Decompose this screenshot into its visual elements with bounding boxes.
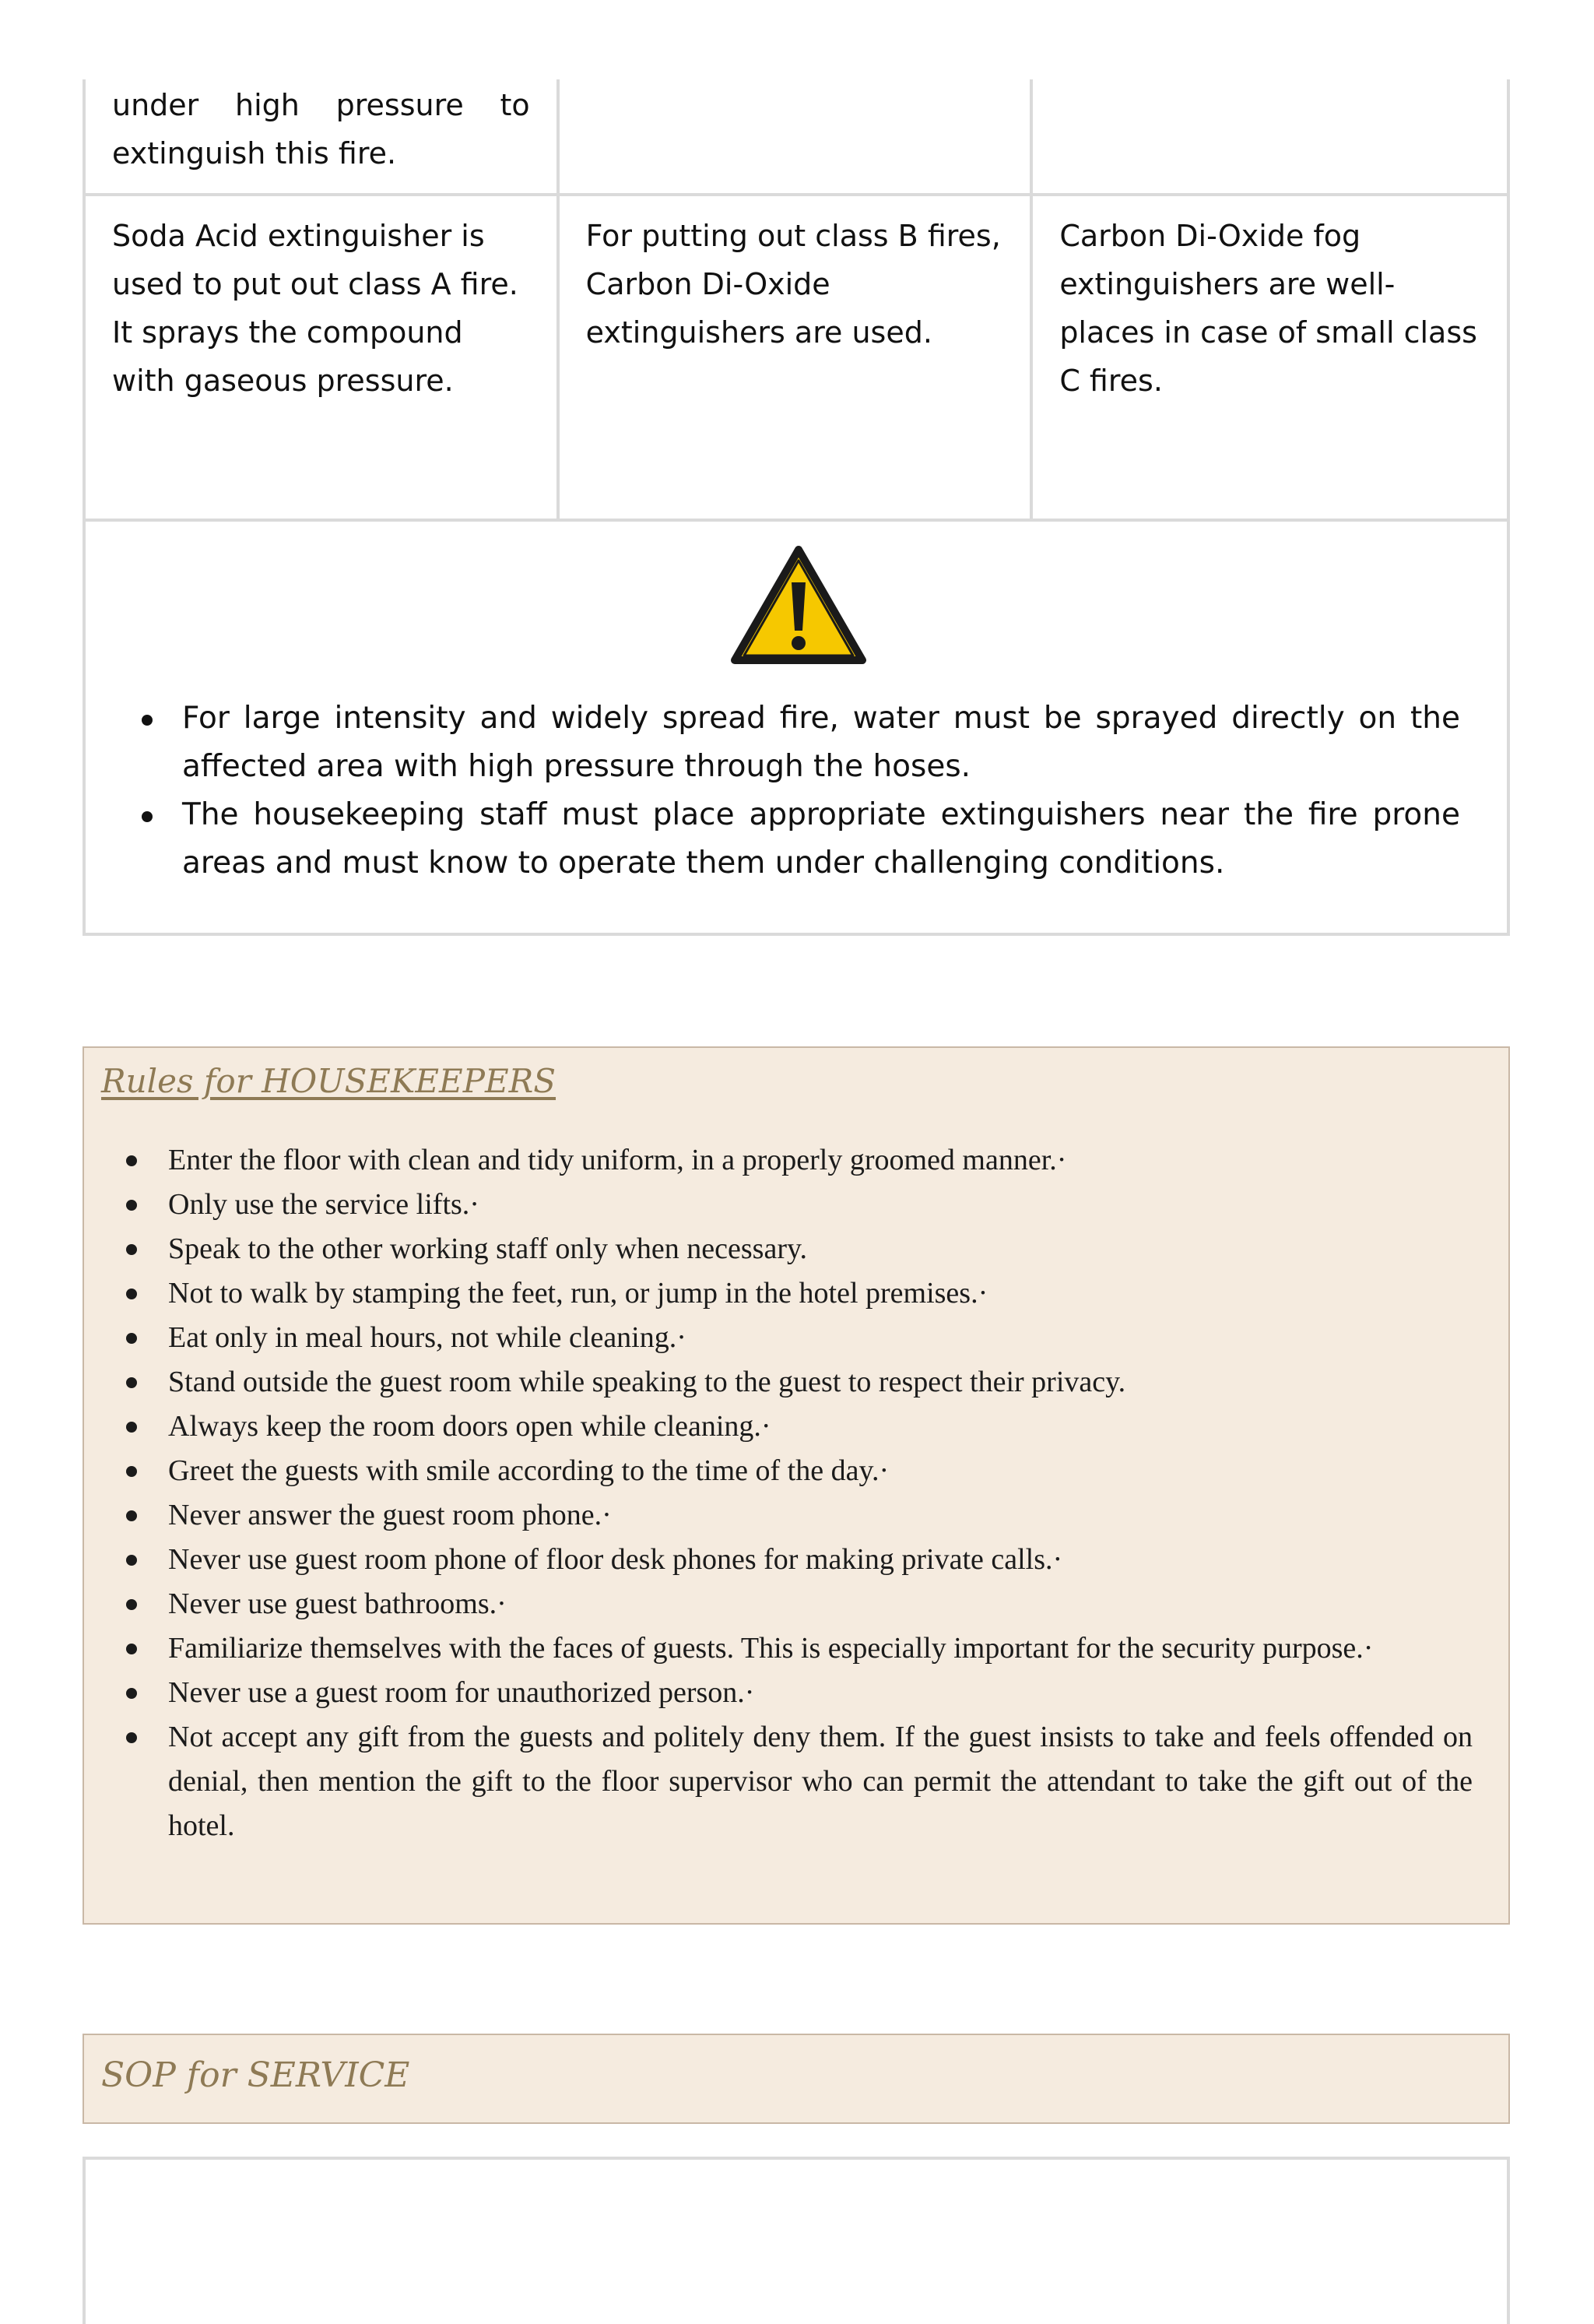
table-row [86, 196, 1507, 522]
list-item: Always keep the room doors open while cleaning.· [101, 1405, 1473, 1449]
warning-triangle-icon [729, 543, 869, 668]
list-item: Not to walk by stamping the feet, run, or jump in the hotel premises.· [101, 1271, 1473, 1316]
list-item: Never use guest room phone of floor desk phones for making private calls.· [101, 1538, 1473, 1582]
list-item: Familiarize themselves with the faces of guests. This is especially important for the security purpose.· [101, 1626, 1473, 1671]
list-item: Eat only in meal hours, not while cleaning.· [101, 1316, 1473, 1360]
rules-panel [83, 1046, 1510, 1925]
list-item: Speak to the other working staff only when necessary. [101, 1227, 1473, 1271]
list-item: Never use guest bathrooms.· [101, 1582, 1473, 1626]
rules-heading: Rules for HOUSEKEEPERS [101, 1062, 556, 1100]
list-item: Never answer the guest room phone.· [101, 1493, 1473, 1538]
list-item: Only use the service lifts.· [101, 1183, 1473, 1227]
table-cell: Soda Acid extinguisher is used to put out class A fire. It sprays the compound with gaseous pressure. [86, 196, 560, 519]
content-frame [83, 2157, 1510, 2324]
list-item: Stand outside the guest room while speaking to the guest to respect their privacy. [101, 1360, 1473, 1405]
sop-heading: SOP for SERVICE [101, 2055, 410, 2095]
list-item: For large intensity and widely spread fire, water must be sprayed directly on the affected area with high pressure through the hoses. [137, 694, 1460, 791]
extinguisher-table [83, 79, 1510, 522]
warning-list [137, 694, 1460, 888]
list-item: Not accept any gift from the guests and politely deny them. If the guest insists to take and feels offended on denial, then mention the gift to the floor supervisor who can permit the attendant to take the gift out of the hotel. [101, 1715, 1473, 1848]
table-cell: For putting out class B fires, Carbon Di-Oxide extinguishers are used. [560, 196, 1034, 519]
table-cell: Carbon Di-Oxide fog extinguishers are well-places in case of small class C fires. [1059, 219, 1477, 398]
table-row [86, 79, 1507, 196]
list-item: The housekeeping staff must place appropriate extinguishers near the fire prone areas and must know to operate them under challenging conditions. [137, 791, 1460, 888]
table-cell [1033, 79, 1507, 193]
list-item: Enter the floor with clean and tidy uniform, in a properly groomed manner.· [101, 1138, 1473, 1183]
rules-list [101, 1138, 1473, 1848]
sop-panel [83, 2034, 1510, 2124]
list-item: Never use a guest room for unauthorized person.· [101, 1671, 1473, 1715]
list-item: Greet the guests with smile according to the time of the day.· [101, 1449, 1473, 1493]
table-cell [560, 79, 1034, 193]
warning-box [83, 522, 1510, 936]
table-cell: under high pressure to extinguish this fire. [86, 79, 560, 193]
